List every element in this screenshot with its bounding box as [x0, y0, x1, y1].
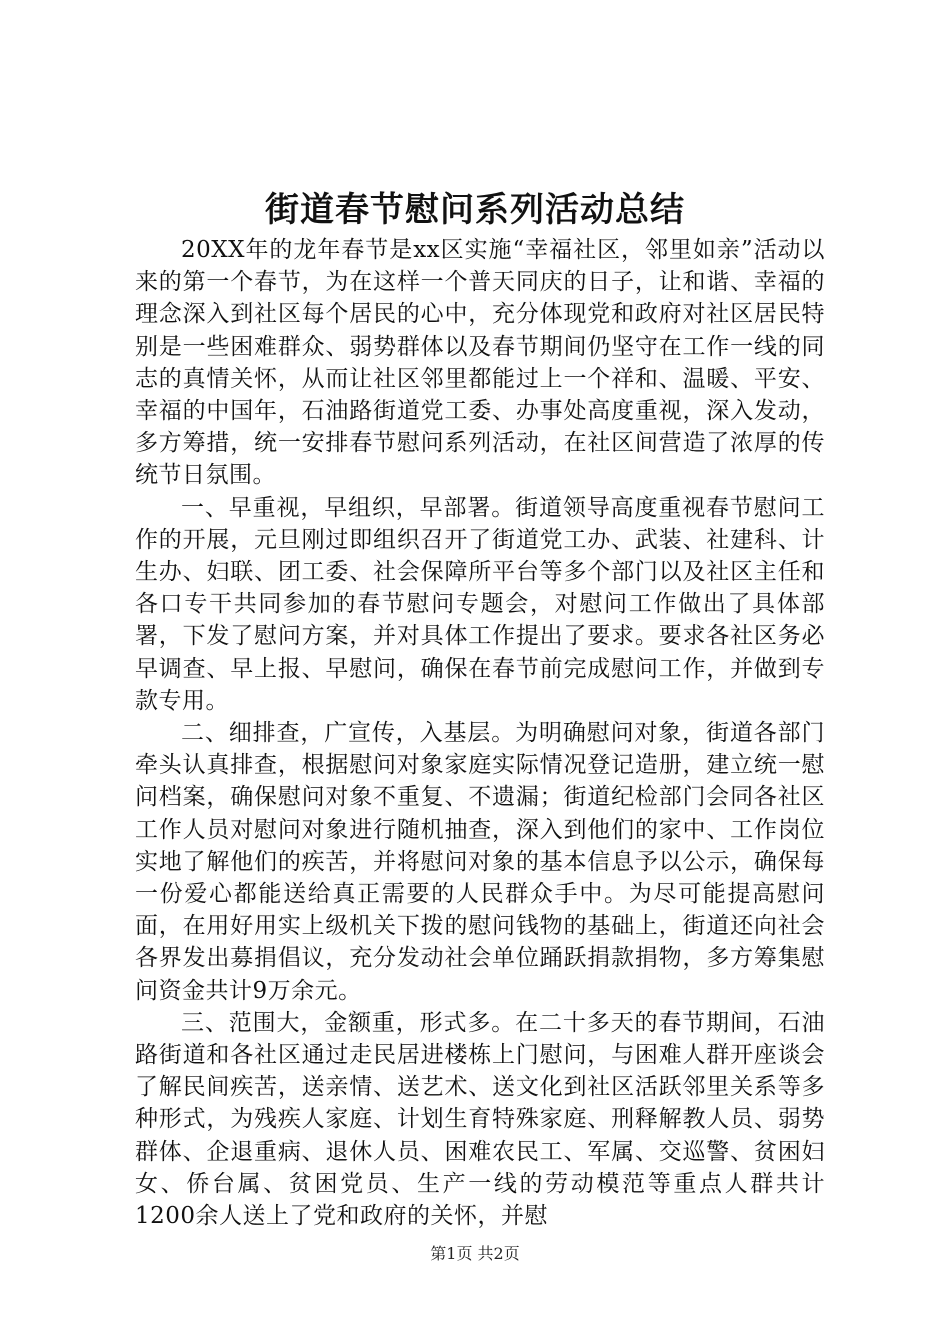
paragraph-section-2: 二、细排查，广宣传，入基层。为明确慰问对象，街道各部门牵头认真排查，根据慰问对象家庭实际情况登记造册，建立统一慰问档案，确保慰问对象不重复、不遗漏；街道纪检部门会同各社区工作人员对慰问对象进行随机抽查，深入到他们的家中、工作岗位实地了解他们的疾苦，并将慰问对象的基本信息予以公示，确保每一份爱心都能送给真正需要的人民群众手中。为尽可能提高慰问面，在用好用实上级机关下拨的慰问钱物的基础上，街道还向社会各界发出募捐倡议，充分发动社会单位踊跃捐款捐物，多方筹集慰问资金共计9万余元。: [135, 720, 825, 1004]
document-body: [135, 234, 825, 1232]
paragraph-section-3: 三、范围大，金额重，形式多。在二十多天的春节期间，石油路街道和各社区通过走民居进楼栋上门慰问，与困难人群开座谈会了解民间疾苦，送亲情、送艺术、送文化到社区活跃邻里关系等多种形式，为残疾人家庭、计划生育特殊家庭、刑释解教人员、弱势群体、企退重病、退休人员、困难农民工、军属、交巡警、贫困妇女、侨台属、贫困党员、生产一线的劳动模范等重点人群共计1200余人送上了党和政府的关怀，并慰: [135, 1009, 825, 1230]
page-number-footer: 第1页 共2页: [430, 1244, 520, 1263]
paragraph-intro: 20XX年的龙年春节是xx区实施“幸福社区，邻里如亲”活动以来的第一个春节，为在这样一个普天同庆的日子，让和谐、幸福的理念深入到社区每个居民的心中，充分体现党和政府对社区居民特别是一些困难群众、弱势群体以及春节期间仍坚守在工作一线的同志的真情关怀，从而让社区邻里都能过上一个祥和、温暖、平安、幸福的中国年，石油路街道党工委、办事处高度重视，深入发动，多方筹措，统一安排春节慰问系列活动，在社区间营造了浓厚的传统节日氛围。: [135, 237, 825, 489]
paragraph-section-1: 一、早重视，早组织，早部署。街道领导高度重视春节慰问工作的开展，元旦刚过即组织召开了街道党工办、武装、社建科、计生办、妇联、团工委、社会保障所平台等多个部门以及社区主任和各口专干共同参加的春节慰问专题会，对慰问工作做出了具体部署，下发了慰问方案，并对具体工作提出了要求。要求各社区务必早调查、早上报、早慰问，确保在春节前完成慰问工作，并做到专款专用。: [135, 494, 825, 714]
document-title: 街道春节慰问系列活动总结: [265, 190, 685, 230]
